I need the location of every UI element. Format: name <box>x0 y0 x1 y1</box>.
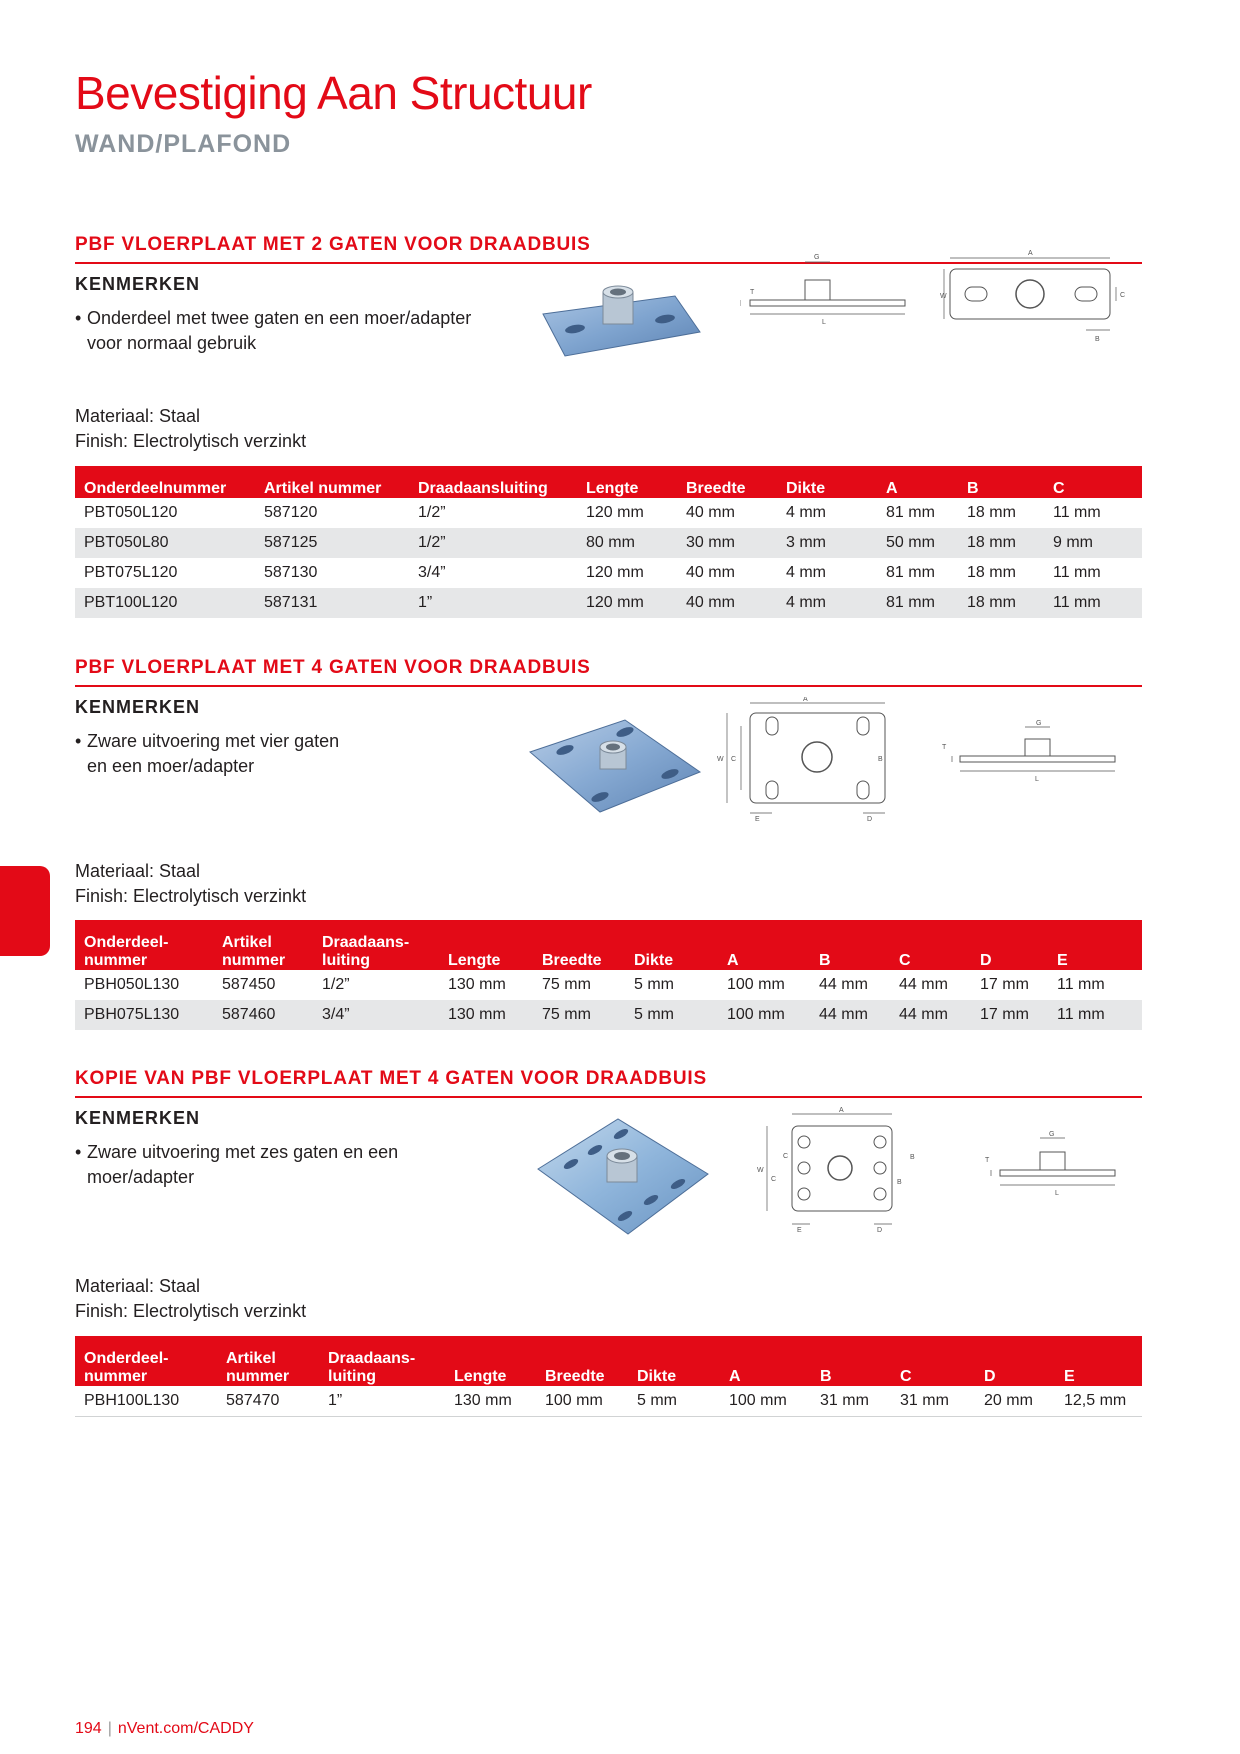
cell: 18 mm <box>958 588 1044 618</box>
spec-table <box>75 920 1142 1030</box>
cell: 44 mm <box>899 976 948 993</box>
label-c: C <box>783 1153 789 1160</box>
cell: 11 mm <box>1053 504 1101 521</box>
features-heading: KENMERKEN <box>75 1108 201 1128</box>
label-e: E <box>755 816 760 823</box>
label-d: D <box>877 1227 883 1234</box>
side-view-drawing <box>985 1130 1135 1200</box>
cell: 100 mm <box>720 1386 811 1417</box>
label-b: B <box>910 1154 915 1161</box>
finish: Finish: Electrolytisch verzinkt <box>75 1301 307 1321</box>
page-subtitle: WAND/PLAFOND <box>75 130 292 158</box>
table-row <box>75 970 1142 1000</box>
col-header: Breedte <box>533 920 625 970</box>
label-b: B <box>878 756 883 763</box>
top-view-drawing <box>715 697 915 827</box>
col-header: Artikel nummer <box>217 1336 319 1386</box>
cell: 18 mm <box>958 528 1044 558</box>
label-d: D <box>867 816 873 823</box>
cell: PBH075L130 <box>75 1000 213 1030</box>
col-header: D <box>975 1336 1055 1386</box>
cell: 12,5 mm <box>1055 1386 1142 1417</box>
bullet-text: en een moer/adapter <box>87 756 255 776</box>
material: Materiaal: Staal <box>75 406 201 426</box>
cell: 130 mm <box>445 1386 536 1417</box>
cell: 587120 <box>264 504 318 521</box>
cell: PBH050L130 <box>84 976 180 993</box>
footer-link[interactable]: nVent.com/CADDY <box>117 1720 254 1737</box>
col-header: C <box>891 1336 975 1386</box>
col-header: Onderdeelnummer <box>75 466 255 498</box>
cell: 587125 <box>255 528 409 558</box>
cell: 100 mm <box>536 1386 628 1417</box>
table-row <box>75 528 1142 558</box>
cell: 4 mm <box>786 504 826 521</box>
cell: 4 mm <box>786 564 826 581</box>
top-view-drawing <box>940 244 1140 354</box>
label-t: T <box>750 289 755 296</box>
table-header <box>75 1336 1142 1386</box>
bullet-text: moer/adapter <box>87 1167 195 1187</box>
cell: 30 mm <box>677 528 777 558</box>
section-6-holes <box>75 1068 1142 1409</box>
col-header: Draadaansluiting <box>409 466 577 498</box>
label-t: T <box>985 1157 990 1164</box>
cell: 100 mm <box>718 1000 810 1030</box>
feature-bullet: • Onderdeel met twee gaten en een moer/adapter voor normaal gebruik <box>75 306 471 356</box>
table-row <box>75 1386 1142 1417</box>
spec-table <box>75 1336 1142 1417</box>
label-g: G <box>814 254 820 261</box>
col-header: Breedte <box>677 466 777 498</box>
label-a: A <box>1028 250 1033 257</box>
label-g: G <box>1049 1131 1055 1138</box>
material: Materiaal: Staal <box>75 861 201 881</box>
col-header: E <box>1048 920 1142 970</box>
bullet-text: Zware uitvoering met zes gaten en een <box>87 1142 399 1162</box>
col-header: B <box>958 466 1044 498</box>
label-a: A <box>803 697 808 703</box>
cell: 587130 <box>264 564 318 581</box>
label-g: G <box>1036 720 1042 727</box>
cell: 1” <box>319 1386 445 1417</box>
label-b: B <box>1095 336 1100 343</box>
col-header: B <box>810 920 890 970</box>
cell: 11 mm <box>1048 1000 1142 1030</box>
bullet-text: Zware uitvoering met vier gaten <box>87 731 340 751</box>
page-footer <box>75 1720 254 1738</box>
col-header: C <box>1044 466 1142 498</box>
cell: PBT050L80 <box>75 528 255 558</box>
cell: PBH100L130 <box>75 1386 217 1417</box>
label-t: T <box>942 744 947 751</box>
col-header: D <box>971 920 1048 970</box>
cell: 3/4” <box>418 564 446 581</box>
col-header: B <box>811 1336 891 1386</box>
cell: 40 mm <box>686 564 735 581</box>
section-4-holes <box>75 657 1142 1023</box>
cell: 120 mm <box>586 564 644 581</box>
cell: 1/2” <box>418 504 446 521</box>
feature-bullet: • Zware uitvoering met vier gaten en een moer/adapter <box>75 729 339 779</box>
col-header: Dikte <box>777 466 877 498</box>
cell: 44 mm <box>810 1000 890 1030</box>
bullet-text: Onderdeel met twee gaten en een moer/adapter <box>87 308 472 328</box>
cell: 40 mm <box>686 504 735 521</box>
cell: 80 mm <box>577 528 677 558</box>
cell: 5 mm <box>625 1000 718 1030</box>
cell: 20 mm <box>975 1386 1055 1417</box>
label-l: L <box>1035 776 1039 783</box>
col-header: Dikte <box>625 920 718 970</box>
col-header: Draadaans- luiting <box>319 1336 445 1386</box>
cell: 75 mm <box>542 976 591 993</box>
col-header: Dikte <box>628 1336 720 1386</box>
col-header: Onderdeel- nummer <box>75 920 213 970</box>
cell: 587460 <box>213 1000 313 1030</box>
label-w: W <box>757 1167 764 1174</box>
cell: 31 mm <box>811 1386 891 1417</box>
page-title: Bevestiging Aan Structuur <box>75 67 592 119</box>
section-title: PBF VLOERPLAAT MET 2 GATEN VOOR DRAADBUIS <box>75 234 1142 264</box>
cell: 120 mm <box>586 504 644 521</box>
col-header: Draadaans- luiting <box>313 920 439 970</box>
col-header: Artikel nummer <box>255 466 409 498</box>
label-w: W <box>940 293 947 300</box>
cell: 11 mm <box>1053 564 1101 581</box>
cell: 81 mm <box>886 504 935 521</box>
cell: 587450 <box>222 976 276 993</box>
cell: 3 mm <box>777 528 877 558</box>
cell: 130 mm <box>448 976 506 993</box>
table-row <box>75 1000 1142 1030</box>
col-header: Lengte <box>445 1336 536 1386</box>
table-row <box>75 588 1142 618</box>
table-header <box>75 920 1142 970</box>
label-w: W <box>717 756 724 763</box>
section-2-holes <box>75 234 1142 611</box>
product-photo <box>525 712 705 822</box>
feature-bullet: • Zware uitvoering met zes gaten en een moer/adapter <box>75 1140 398 1190</box>
col-header: Breedte <box>536 1336 628 1386</box>
section-title: KOPIE VAN PBF VLOERPLAAT MET 4 GATEN VOOR DRAADBUIS <box>75 1068 1142 1098</box>
cell: 587131 <box>255 588 409 618</box>
finish: Finish: Electrolytisch verzinkt <box>75 431 307 451</box>
bullet-text: voor normaal gebruik <box>87 333 257 353</box>
col-header: A <box>720 1336 811 1386</box>
cell: 31 mm <box>891 1386 975 1417</box>
cell: 18 mm <box>967 564 1016 581</box>
product-photo <box>533 1114 713 1244</box>
cell: 44 mm <box>819 976 868 993</box>
label-a: A <box>839 1107 844 1114</box>
label-c: C <box>731 756 737 763</box>
cell: 11 mm <box>1044 588 1142 618</box>
section-title: PBF VLOERPLAAT MET 4 GATEN VOOR DRAADBUIS <box>75 657 1142 687</box>
features-heading: KENMERKEN <box>75 274 201 294</box>
footer-separator: | <box>107 1720 112 1737</box>
cell: 3/4” <box>313 1000 439 1030</box>
cell: 17 mm <box>980 976 1029 993</box>
col-header: A <box>877 466 958 498</box>
label-l: L <box>822 319 826 326</box>
cell: 130 mm <box>439 1000 533 1030</box>
col-header: Onderdeel- nummer <box>75 1336 217 1386</box>
cell: 1” <box>409 588 577 618</box>
page-number: 194 <box>75 1720 102 1737</box>
cell: 4 mm <box>777 588 877 618</box>
cell: PBT050L120 <box>84 504 178 521</box>
table-row <box>75 498 1142 528</box>
col-header: Artikel nummer <box>213 920 313 970</box>
material: Materiaal: Staal <box>75 1276 201 1296</box>
label-e: E <box>797 1227 802 1234</box>
cell: 75 mm <box>533 1000 625 1030</box>
cell: 5 mm <box>634 976 674 993</box>
table-header <box>75 466 1142 498</box>
col-header: Lengte <box>577 466 677 498</box>
cell: PBT100L120 <box>75 588 255 618</box>
label-l: L <box>1055 1190 1059 1197</box>
label-b: B <box>897 1179 902 1186</box>
cell: 81 mm <box>877 588 958 618</box>
cell: 120 mm <box>577 588 677 618</box>
side-tab <box>0 866 50 956</box>
cell: 587470 <box>217 1386 319 1417</box>
finish: Finish: Electrolytisch verzinkt <box>75 886 307 906</box>
product-photo <box>535 274 705 374</box>
cell: 1/2” <box>322 976 350 993</box>
cell: 17 mm <box>971 1000 1048 1030</box>
col-header: Lengte <box>439 920 533 970</box>
col-header: A <box>718 920 810 970</box>
side-view-drawing <box>940 719 1120 789</box>
cell: 1/2” <box>409 528 577 558</box>
cell: 18 mm <box>967 504 1016 521</box>
table-row <box>75 558 1142 588</box>
col-header: E <box>1055 1336 1142 1386</box>
cell: 11 mm <box>1057 976 1105 993</box>
cell: PBT075L120 <box>84 564 178 581</box>
cell: 100 mm <box>727 976 785 993</box>
cell: 9 mm <box>1044 528 1142 558</box>
top-view-drawing <box>755 1106 935 1236</box>
spec-table <box>75 466 1142 618</box>
cell: 50 mm <box>877 528 958 558</box>
cell: 5 mm <box>628 1386 720 1417</box>
cell: 44 mm <box>890 1000 971 1030</box>
label-c: C <box>1120 292 1126 299</box>
label-c: C <box>771 1176 777 1183</box>
features-heading: KENMERKEN <box>75 697 201 717</box>
cell: 81 mm <box>886 564 935 581</box>
cell: 40 mm <box>677 588 777 618</box>
col-header: C <box>890 920 971 970</box>
